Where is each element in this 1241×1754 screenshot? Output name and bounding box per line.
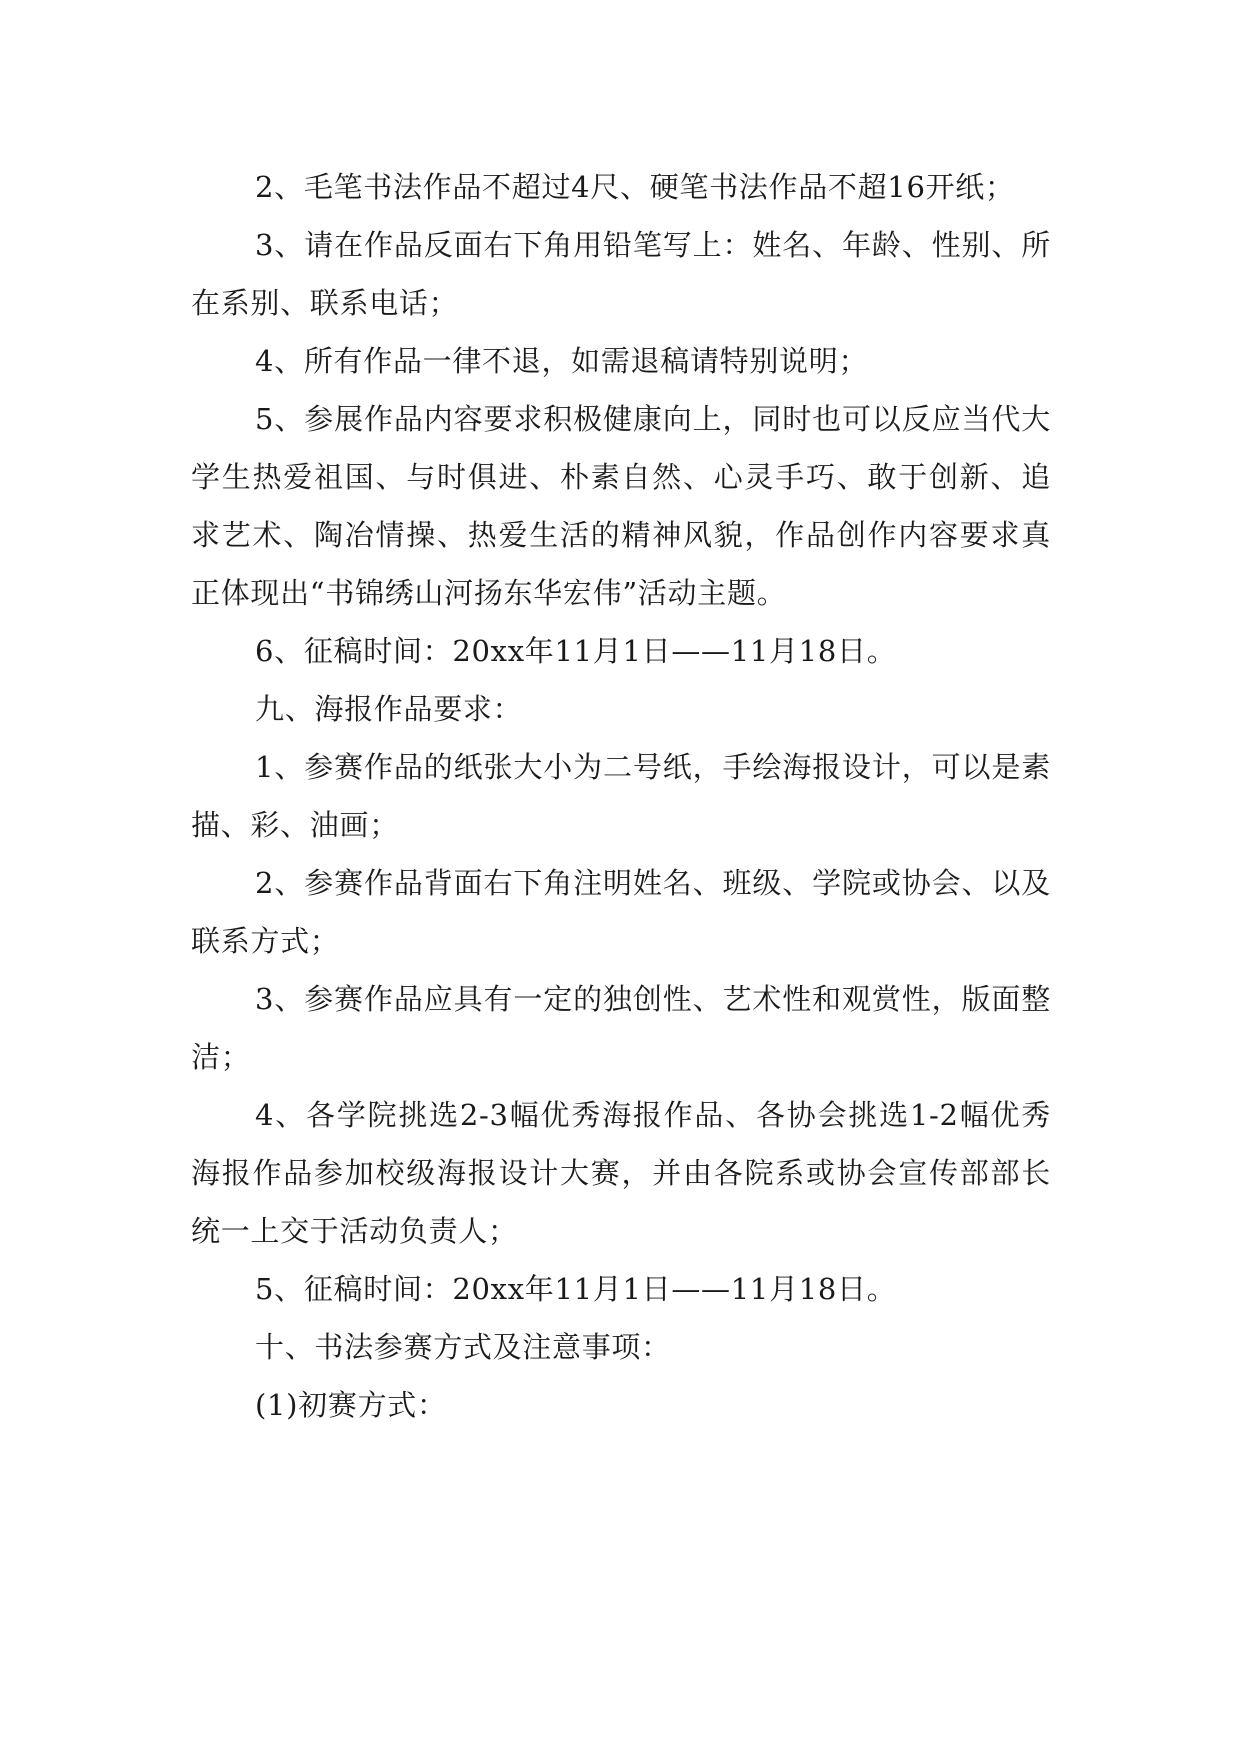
paragraph-poster-labeling: 2、参赛作品背面右下角注明姓名、班级、学院或协会、以及联系方式； <box>191 866 1051 958</box>
paragraph-calligraphy-labeling: 3、请在作品反面右下角用铅笔写上：姓名、年龄、性别、所在系别、联系电话； <box>191 228 1051 320</box>
paragraph-no-return: 4、所有作品一律不退，如需退稿请特别说明； <box>255 344 869 378</box>
paragraph-poster-deadline: 5、征稿时间：20xx年11月1日——11月18日。 <box>255 1272 897 1306</box>
section-heading-competition: 十、书法参赛方式及注意事项： <box>255 1330 671 1364</box>
document-body <box>191 158 1051 1434</box>
subheading-preliminary: (1)初赛方式： <box>255 1388 447 1422</box>
paragraph-poster-selection: 4、各学院挑选2-3幅优秀海报作品、各协会挑选1-2幅优秀海报作品参加校级海报设计大赛，并由各院系或协会宣传部部长统一上交于活动负责人； <box>191 1098 1051 1248</box>
paragraph-poster-originality: 3、参赛作品应具有一定的独创性、艺术性和观赏性，版面整洁； <box>191 982 1051 1074</box>
paragraph-calligraphy-deadline: 6、征稿时间：20xx年11月1日——11月18日。 <box>255 634 897 668</box>
paragraph-calligraphy-size: 2、毛笔书法作品不超过4尺、硬笔书法作品不超16开纸； <box>255 170 1015 204</box>
paragraph-content-requirements: 5、参展作品内容要求积极健康向上，同时也可以反应当代大学生热爱祖国、与时俱进、朴素自然、心灵手巧、敢于创新、追求艺术、陶冶情操、热爱生活的精神风貌，作品创作内容要求真正体现出“书锦绣山河扬东华宏伟”活动主题。 <box>191 402 1051 610</box>
section-heading-poster: 九、海报作品要求： <box>255 692 523 726</box>
paragraph-poster-paper: 1、参赛作品的纸张大小为二号纸，手绘海报设计，可以是素描、彩、油画； <box>191 750 1051 842</box>
